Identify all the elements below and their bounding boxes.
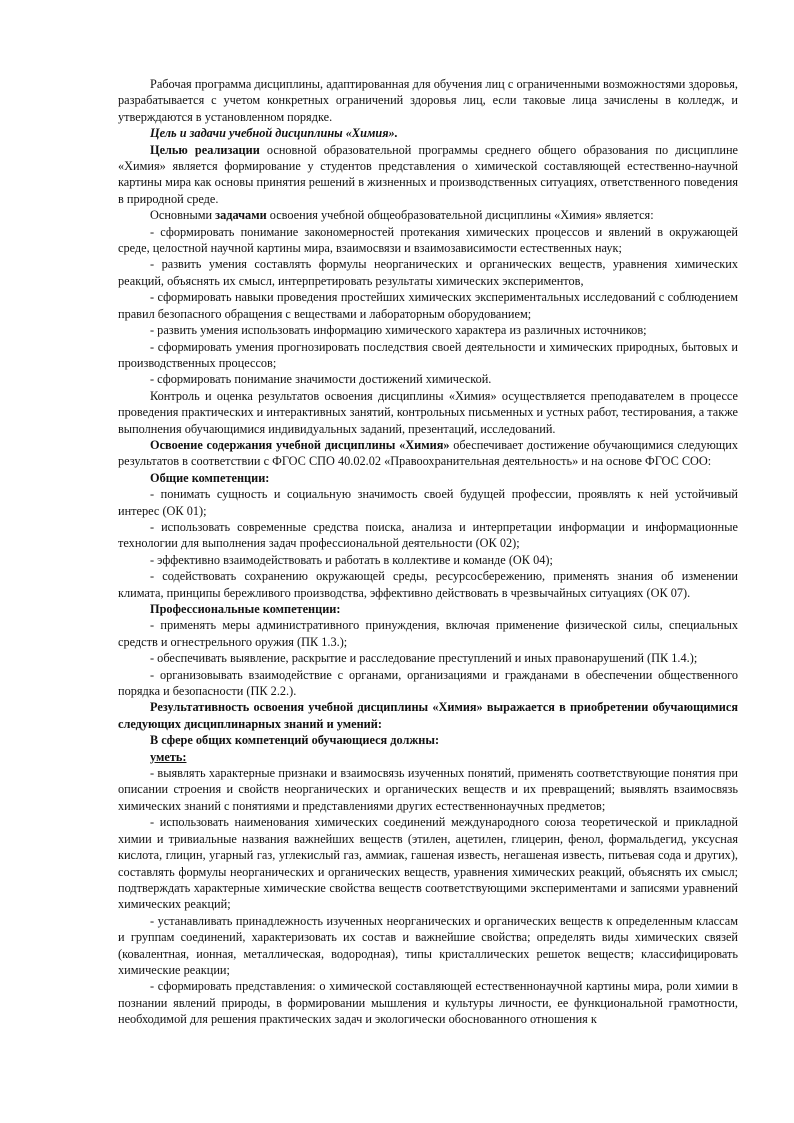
task-item: - развить умения составлять формулы неорганических и органических веществ, уравнения химических реакций, объяснять их смысл, интерпретировать результаты химических экспериментов, xyxy=(118,257,738,288)
task-item: - сформировать навыки проведения простейших химических экспериментальных исследований с соблюдением правил безопасного обращения с веществами и лабораторным оборудованием; xyxy=(118,290,738,321)
tasks-pre: Основными xyxy=(150,208,216,223)
goal-lead: Целью реализации xyxy=(150,142,260,157)
document-page xyxy=(118,76,738,1028)
skill-item: - устанавливать принадлежность изученных неорганических и органических веществ к определенным классам и группам соединений, характеризовать их состав и важнейшие свойства; определять виды химических связей (ковалентная, ионная, металлическая, водородная), типы кристаллических решеток веществ; классифицировать химические реакции; xyxy=(118,913,738,977)
pk-item: - применять меры административного принуждения, включая применение физической силы, специальных средств и огнестрельного оружия (ПК 1.3.); xyxy=(118,618,738,649)
sphere-heading: В сфере общих компетенций обучающиеся должны: xyxy=(150,733,440,748)
ok-item: - содействовать сохранению окружающей среды, ресурсосбережению, применять знания об изменении климата, принципы бережливого производства, эффективно действовать в чрезвычайных ситуациях (ОК 07). xyxy=(118,569,738,600)
pk-item: - организовывать взаимодействие с органами, организациями и гражданами в обеспечении общественного порядка и безопасности (ПК 2.2.). xyxy=(118,667,738,699)
task-item: - развить умения использовать информацию химического характера из различных источников; xyxy=(150,323,647,338)
mastery-paragraph xyxy=(118,437,738,470)
general-competencies-heading: Общие компетенции: xyxy=(150,470,270,485)
skill-item: - сформировать представления: о химической составляющей естественнонаучной картины мира, роли химии в познании явлений природы, в формировании мышления и культуры личности, ее функциональной грамотности, необходимой для решения практических задач и экологически обоснованного отношения к xyxy=(118,979,738,1027)
intro-paragraph: Рабочая программа дисциплины, адаптированная для обучения лиц с ограниченными возможностями здоровья, разрабатывается с учетом конкретных ограничений здоровья лиц, если таковые лица зачислены в колледж, и утверждаются в установленном порядке. xyxy=(118,77,738,124)
skill-item: - выявлять характерные признаки и взаимосвязь изученных понятий, применять соответствующие понятия при описании строения и свойств неорганических и органических веществ и их превращений; выявлять взаимосвязь химических знаний с понятиями и представлениями других естественнонаучных предметов; xyxy=(118,766,738,813)
ok-item: - использовать современные средства поиска, анализа и интерпретации информации и информационные технологии для выполнения задач профессиональной деятельности (ОК 02); xyxy=(118,519,738,551)
task-item: - сформировать умения прогнозировать последствия своей деятельности и химических природных, бытовых и производственных процессов; xyxy=(118,339,738,370)
goal-heading: Цель и задачи учебной дисциплины «Химия». xyxy=(150,126,398,141)
skills-heading: уметь: xyxy=(150,749,187,764)
task-item: - сформировать понимание закономерностей протекания химических процессов и явлений в окружающей среде, целостной научной картины мира, взаимосвязи и взаимозависимости естественных наук; xyxy=(118,224,738,256)
tasks-bold: задачами xyxy=(215,208,267,223)
control-paragraph: Контроль и оценка результатов освоения дисциплины «Химия» осуществляется преподавателем в процессе проведения практических и интерактивных занятий, контрольных письменных и устных работ, тестирования, а также выполнения обучающимися индивидуальных заданий, презентаций, исследований. xyxy=(118,388,738,436)
goal-paragraph xyxy=(118,142,738,208)
pk-item: - обеспечивать выявление, раскрытие и расследование преступлений и иных правонарушений (ПК 1.4.); xyxy=(150,651,698,666)
mastery-text: обеспечивает достижение обучающимися следующих результатов в соответствии с ФГОС СПО 40.02.02 «Правоохранительная деятельность» и на основе ФГОС СОО: xyxy=(118,437,738,469)
professional-competencies-heading: Профессиональные компетенции: xyxy=(150,602,341,616)
ok-item: - понимать сущность и социальную значимость своей будущей профессии, проявлять к ней устойчивый интерес (ОК 01); xyxy=(118,487,738,518)
results-heading: Результативность освоения учебной дисциплины «Химия» выражается в приобретении обучающимися следующих дисциплинарных знаний и умений: xyxy=(118,700,738,731)
skill-item: - использовать наименования химических соединений международного союза теоретической и прикладной химии и тривиальные названия важнейших веществ (этилен, ацетилен, глицерин, фенол, формальдегид, уксусная кислота, глицин, угарный газ, углекислый газ, аммиак, гашеная известь, негашеная известь, питьевая сода и других), составлять формулы неорганических и органических веществ, уравнения химических реакций, объяснять их смысл; подтверждать характерные химические свойства веществ соответствующими экспериментами и записями уравнений химических реакций; xyxy=(118,815,738,912)
mastery-bold: Освоение содержания учебной дисциплины «Химия» xyxy=(150,437,450,452)
ok-item: - эффективно взаимодействовать и работать в коллективе и команде (ОК 04); xyxy=(150,552,553,567)
tasks-post: освоения учебной общеобразовательной дисциплины «Химия» является: xyxy=(266,208,654,223)
goal-text: основной образовательной программы среднего общего образования по дисциплине «Химия» является формирование у студентов представления о химической составляющей естественно-научной картины мира как основы принятия решений в жизненных и производственных ситуациях, ответственного поведения в природной среде. xyxy=(118,142,739,206)
task-item: - сформировать понимание значимости достижений химической. xyxy=(150,372,492,387)
tasks-intro xyxy=(118,207,738,223)
